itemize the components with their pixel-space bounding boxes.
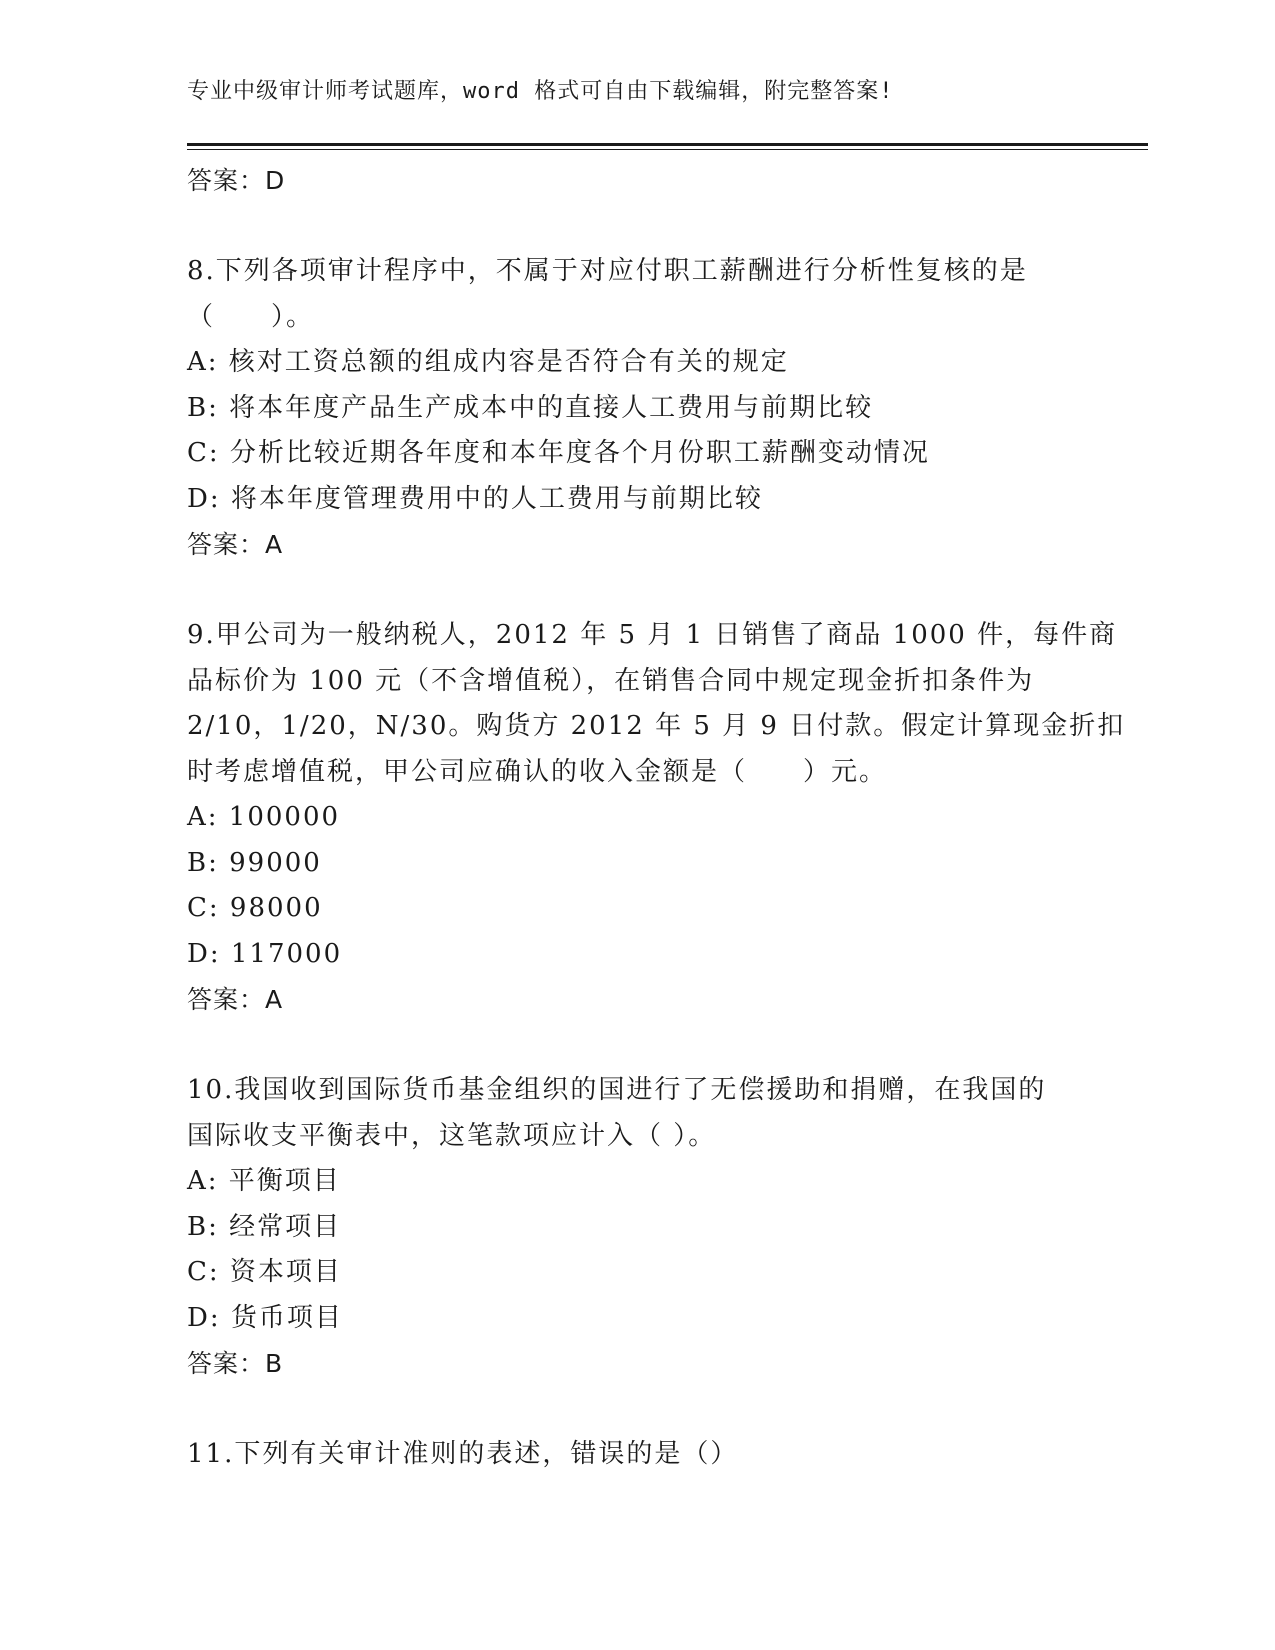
- question-text: 国际收支平衡表中，这笔款项应计入（ ）。: [187, 1120, 717, 1151]
- option-b: B: 经常项目: [187, 1211, 342, 1242]
- question-text: 2/10，1/20，N/30。购货方 2012 年 5 月 9 日付款。假定计算现金折扣: [187, 711, 1126, 741]
- option-c: C: 分析比较近期各年度和本年度各个月份职工薪酬变动情况: [187, 438, 930, 468]
- question-block: [187, 1432, 1087, 1478]
- option-b: B: 将本年度产品生产成本中的直接人工费用与前期比较: [187, 392, 874, 423]
- option-a: A: 平衡项目: [187, 1166, 341, 1196]
- option-a: A: 核对工资总额的组成内容是否符合有关的规定: [187, 347, 789, 377]
- question-block: [187, 249, 1087, 568]
- answer-line: 答案：A: [187, 985, 284, 1014]
- header-rule-thin: [187, 149, 1148, 150]
- question-text: 11.下列有关审计准则的表述，错误的是（）: [187, 1439, 739, 1469]
- answer-line: 答案：B: [187, 1349, 284, 1378]
- question-block: [187, 613, 1126, 1023]
- question-text: 品标价为 100 元（不含增值税），在销售合同中规定现金折扣条件为: [187, 665, 1035, 696]
- option-c: C: 资本项目: [187, 1257, 342, 1287]
- answer-line: 答案：D: [187, 166, 286, 195]
- option-a: A: 100000: [187, 802, 341, 832]
- option-b: B: 99000: [187, 847, 322, 878]
- question-text: 时考虑增值税，甲公司应确认的收入金额是（ ）元。: [187, 756, 888, 787]
- answer-line: 答案：A: [187, 530, 284, 559]
- question-text: 9.甲公司为一般纳税人，2012 年 5 月 1 日销售了商品 1000 件，每件商: [187, 620, 1118, 650]
- question-text: 10.我国收到国际货币基金组织的国进行了无偿援助和捐赠，在我国的: [187, 1075, 1047, 1105]
- spacer: [187, 568, 1087, 614]
- question-text: 8.下列各项审计程序中，不属于对应付职工薪酬进行分析性复核的是: [187, 256, 1028, 286]
- option-d: D: 将本年度管理费用中的人工费用与前期比较: [187, 483, 763, 514]
- page-header: 专业中级审计师考试题库，word 格式可自由下载编辑，附完整答案!: [187, 79, 894, 104]
- spacer: [187, 1023, 1087, 1069]
- question-block: [187, 1068, 1087, 1387]
- option-d: D: 货币项目: [187, 1302, 343, 1333]
- spacer: [187, 204, 1087, 250]
- spacer: [187, 1387, 1087, 1433]
- document-body: [187, 158, 1126, 1478]
- question-text: （ ）。: [187, 301, 315, 332]
- option-c: C: 98000: [187, 893, 323, 923]
- header-rule-thick: [187, 143, 1148, 146]
- option-d: D: 117000: [187, 938, 343, 969]
